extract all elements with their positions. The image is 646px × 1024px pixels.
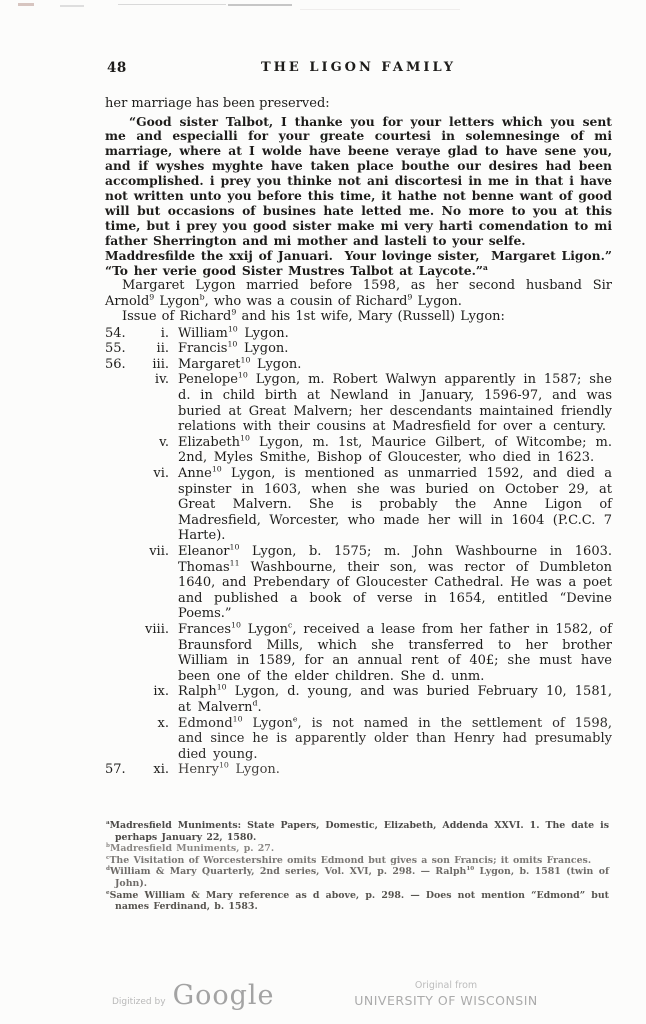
item-text: Ralph$^{10}$ Lygon, d. young, and was buried February 10, 1581, at Malvern$^d$. xyxy=(178,683,612,715)
item-number xyxy=(105,466,136,544)
issue-list-item xyxy=(105,544,612,622)
page-content xyxy=(105,60,612,778)
item-text: Frances$^{10}$ Lygon$^c$, received a lease from her father in 1582, of Braunsford Mills, which she transferred to her brother William in 1589, for an annual rent of 40£; she must have been one of the elder children. She d. unm. xyxy=(178,620,613,684)
scan-artifact xyxy=(60,5,84,7)
item-number xyxy=(105,544,136,622)
issue-heading: Issue of Richard$^9$ and his 1st wife, Mary (Russell) Lygon: xyxy=(122,307,505,325)
issue-list-item xyxy=(105,684,612,715)
original-from-watermark xyxy=(340,980,552,1008)
item-text: Eleanor$^{10}$ Lygon, b. 1575; m. John Washbourne in 1603. Thomas$^{11}$ Washbourne, their son, was rector of Dumbleton 1640, and Prebendary of Gloucester Cathedral. He was a poet and published a book of verse in 1654, entitled “Devine Poems.” xyxy=(178,542,612,622)
issue-list-item xyxy=(105,435,612,466)
institution-label: UNIVERSITY OF WISCONSIN xyxy=(354,993,538,1008)
item-roman-numeral: v. xyxy=(159,434,169,450)
item-roman-numeral: ii. xyxy=(156,341,169,357)
item-text: Elizabeth$^{10}$ Lygon, m. 1st, Maurice Gilbert, of Witcombe; m. 2nd, Myles Smithe, Bishop of Gloucester, who died in 1623. xyxy=(178,433,612,466)
item-number xyxy=(105,372,136,434)
letter-address: “To her verie good Sister Mustres Talbot at Laycote.”$^a$ xyxy=(105,262,488,278)
item-roman-numeral: i. xyxy=(160,325,169,341)
item-roman-numeral: x. xyxy=(157,715,169,731)
item-text: Edmond$^{10}$ Lygon$^e$, is not named in the settlement of 1598, and since he is apparently older than Henry had presumably died young. xyxy=(178,714,613,762)
item-text: Anne$^{10}$ Lygon, is mentioned as unmarried 1592, and died a spinster in 1603, when she was buried on October 29, at Great Malvern. She is probably the Anne Ligon of Madresfield, Worcester, who made her will in 1604 (P.C.C. 7 Harte). xyxy=(178,464,612,544)
item-text: William$^{10}$ Lygon. xyxy=(178,324,289,341)
letter-signature: Margaret Ligon.” xyxy=(491,247,612,263)
issue-list xyxy=(105,326,612,778)
item-text: Henry$^{10}$ Lygon. xyxy=(178,760,280,778)
letter-closing: Your lovinge sister, xyxy=(344,247,480,263)
running-title: THE LIGON FAMILY xyxy=(260,60,457,75)
item-roman-numeral: vii. xyxy=(149,544,169,559)
issue-list-item xyxy=(105,341,612,357)
issue-list-item xyxy=(105,622,612,684)
item-number: 54. xyxy=(105,325,126,341)
item-number: 56. xyxy=(105,356,126,372)
digitized-by-label: Digitized by xyxy=(112,997,166,1007)
item-text: Margaret$^{10}$ Lygon. xyxy=(178,355,302,372)
item-number: 57. xyxy=(105,762,126,778)
page-number: 48 xyxy=(107,60,127,76)
scan-artifact xyxy=(18,3,34,6)
issue-list-item xyxy=(105,466,612,544)
footnote: $^a$Madresfield Muniments: State Papers, Domestic, Elizabeth, Addenda XXVI. 1. The date is perhaps January 22, 1580. xyxy=(106,819,609,843)
footnotes xyxy=(106,820,609,913)
issue-list-item xyxy=(105,372,612,434)
letter-dateline xyxy=(105,249,612,264)
intro-paragraph: her marriage has been preserved: xyxy=(105,96,330,111)
item-roman-numeral: vi. xyxy=(153,466,169,482)
item-roman-numeral: iv. xyxy=(154,372,169,388)
scan-artifact xyxy=(228,4,292,6)
marriage-paragraph: Margaret Lygon married before 1598, as her second husband Sir Arnold$^9$ Lygon$^b$, who was a cousin of Richard$^9$ Lygon. xyxy=(105,278,612,309)
footnote: $^e$Same William & Mary reference as d above, p. 298. — Does not mention “Edmond” but names Ferdinand, b. 1583. xyxy=(106,889,609,913)
item-roman-numeral: ix. xyxy=(153,684,169,700)
digitized-by-watermark xyxy=(112,982,275,1009)
footnote: $^b$Madresfield Muniments, p. 27. xyxy=(106,843,275,855)
item-roman-numeral: iii. xyxy=(152,356,169,372)
scan-artifact xyxy=(300,9,460,10)
letter-body: “Good sister Talbot, I thanke you for your letters which you sent me and especialli for your greate courtesi in solemnesinge of mi marriage, where at I wolde have beene veraye glad to have sene you, and if wyshes myghte have taken place bouthe our desires had been accomplished. i prey you thinke not ani discortesi in me in that i have not written unto you before this time, it hathe not benne want of good will but occasions of busines hate letted me. No more to you at this time, but i prey you good sister make mi very harti comendation to mi father Sherrington and mi mother and lasteli to your selfe. xyxy=(105,113,612,248)
issue-list-item xyxy=(105,357,612,373)
item-text: Penelope$^{10}$ Lygon, m. Robert Walwyn apparently in 1587; she d. in child birth at Newland in January, 1596-97, and was buried at Great Malvern; her descendants maintained friendly relations with their cousins at Madresfield for over a century. xyxy=(178,371,612,435)
item-text: Francis$^{10}$ Lygon. xyxy=(178,339,289,357)
issue-list-item xyxy=(105,326,612,342)
issue-list-item xyxy=(105,716,612,763)
original-from-label: Original from xyxy=(414,980,478,991)
footnote: $^d$William & Mary Quarterly, 2nd series, Vol. XVI, p. 298. — Ralph$^{10}$ Lygon, b. 1581 (twin of John). xyxy=(106,866,609,889)
item-number xyxy=(105,622,136,684)
scan-artifact xyxy=(118,4,226,5)
quoted-letter xyxy=(105,115,612,279)
footnote: $^c$The Visitation of Worcestershire omits Edmond but gives a son Francis; it omits Frances. xyxy=(106,854,592,866)
item-number xyxy=(105,716,136,763)
item-roman-numeral: viii. xyxy=(145,621,169,637)
item-number: 55. xyxy=(105,341,126,357)
item-number xyxy=(105,435,136,466)
letter-place-date: Maddresfilde the xxij of Januari. xyxy=(105,247,333,263)
item-number xyxy=(105,684,136,715)
page-header xyxy=(105,60,612,80)
item-roman-numeral: xi. xyxy=(153,762,169,778)
issue-list-item xyxy=(105,762,612,778)
google-logo: Google xyxy=(172,980,275,1011)
